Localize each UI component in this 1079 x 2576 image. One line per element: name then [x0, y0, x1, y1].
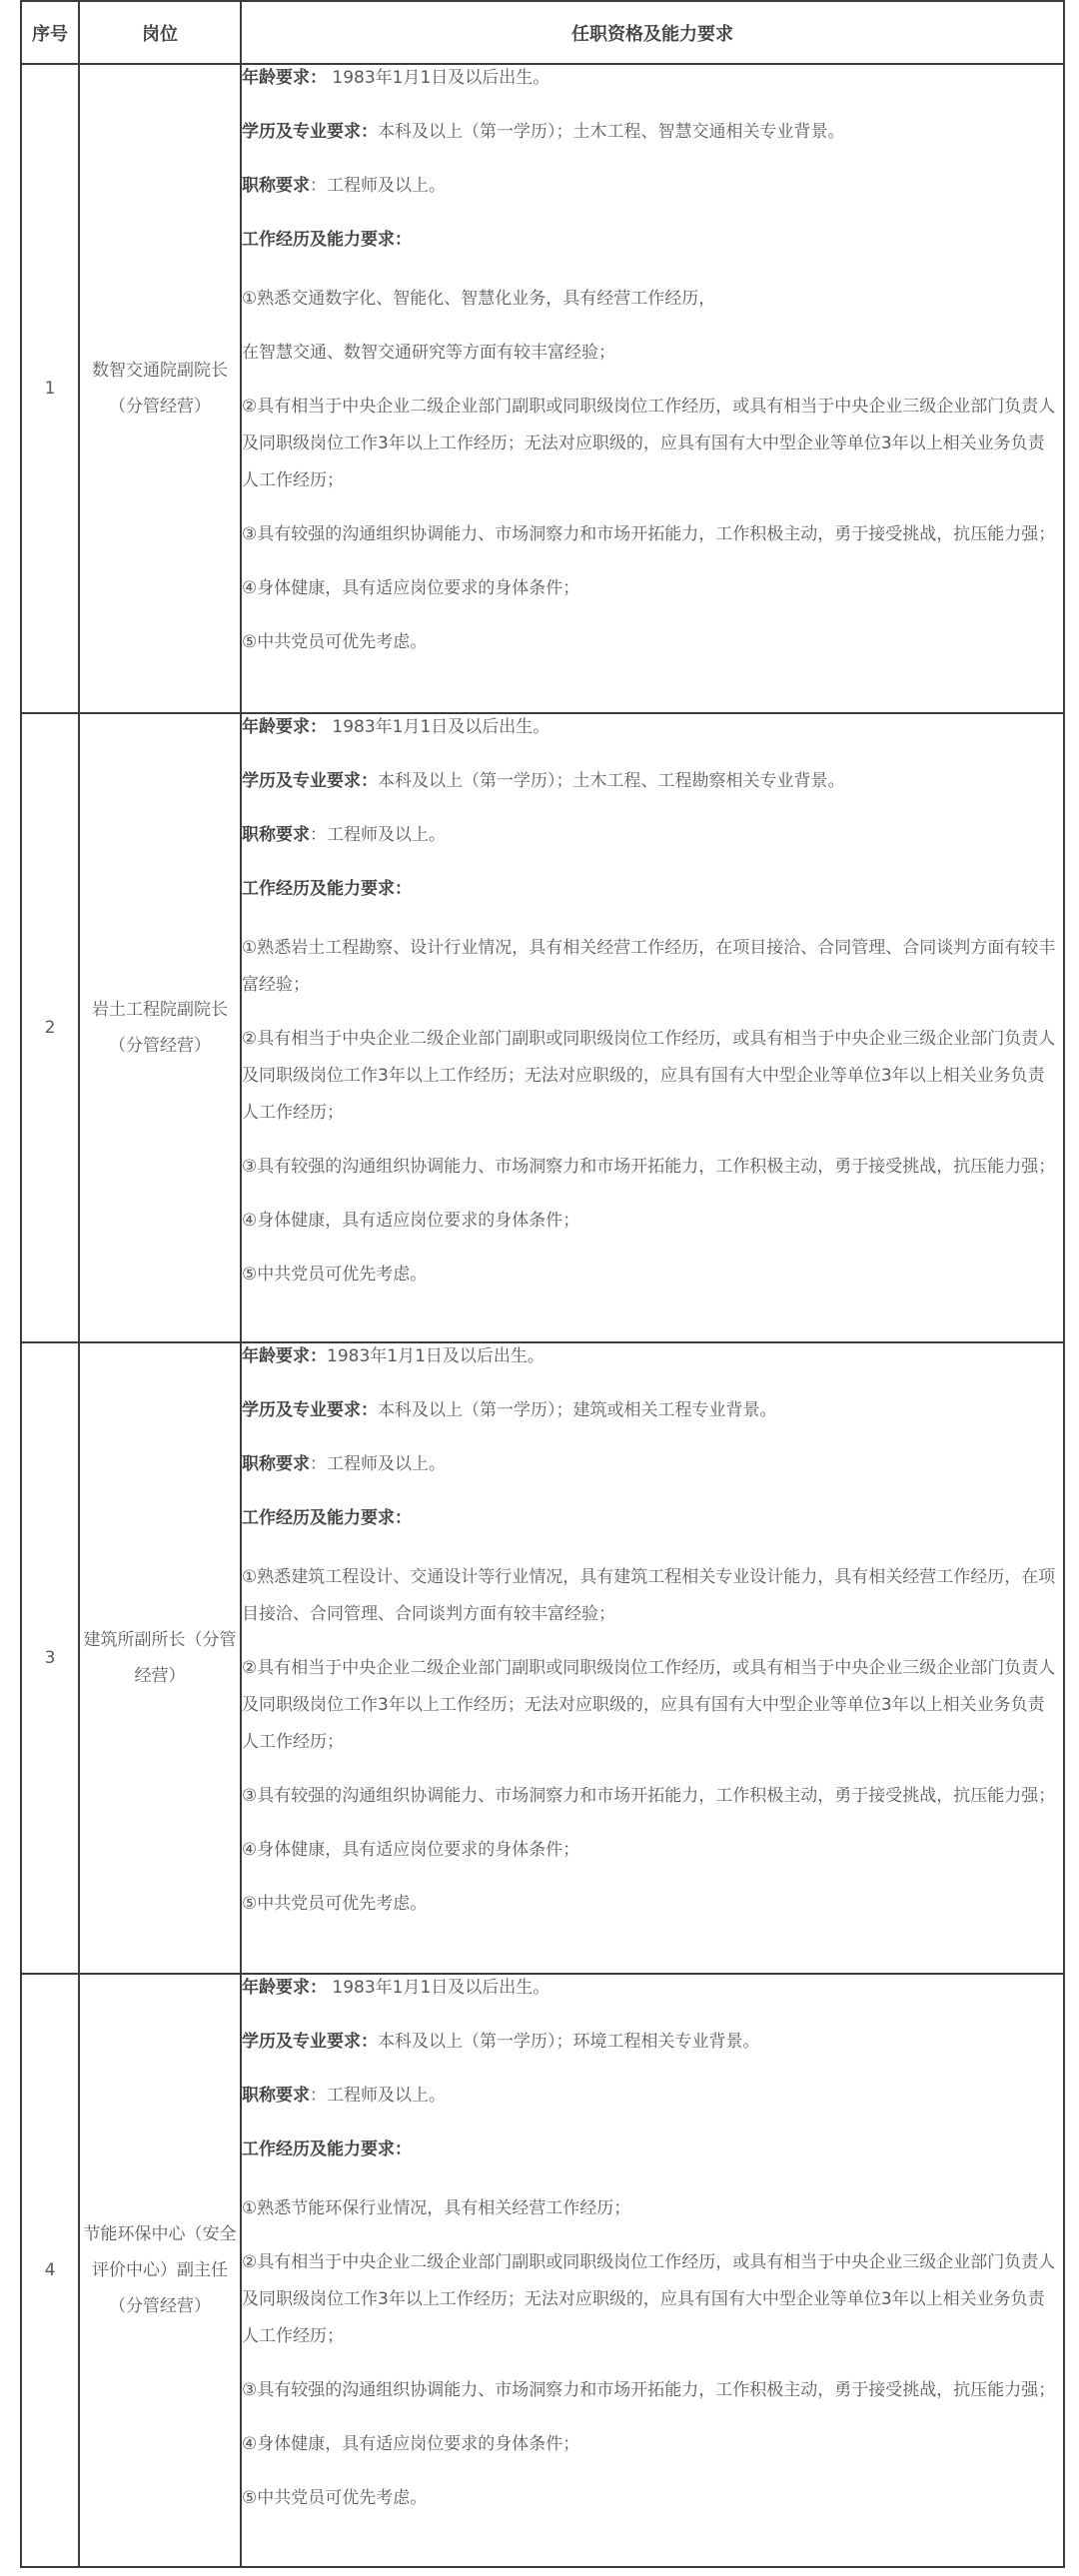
row-position: 节能环保中心（安全评价中心）副主任（分管经营）	[79, 1974, 241, 2567]
requirement-item: ⑤中共党员可优先考虑。	[242, 632, 428, 652]
title-value: ：工程师及以上。	[310, 825, 446, 845]
requirement-item: ②具有相当于中央企业二级企业部门副职或同职级岗位工作经历，或具有相当于中央企业三级企业部门负责人及同职级岗位工作3年以上工作经历；无法对应职级的，应具有国有大中型企业等单位3年以上相关业务负责人工作经历；	[242, 1029, 1056, 1123]
requirement-item: ④身体健康，具有适应岗位要求的身体条件；	[242, 1840, 580, 1860]
job-requirements-table	[20, 0, 1065, 2568]
age-requirement	[242, 1975, 1059, 2002]
requirement-item: ②具有相当于中央企业二级企业部门副职或同职级岗位工作经历，或具有相当于中央企业三级企业部门负责人及同职级岗位工作3年以上工作经历；无法对应职级的，应具有国有大中型企业等单位3年以上相关业务负责人工作经历；	[242, 2252, 1056, 2346]
row-requirements	[241, 1342, 1064, 1974]
experience-label: 工作经历及能力要求：	[242, 230, 412, 250]
row-position: 岩土工程院副院长（分管经营）	[79, 713, 241, 1342]
education-label: 学历及专业要求：	[242, 1400, 378, 1420]
education-label: 学历及专业要求：	[242, 771, 378, 791]
requirement-item: ②具有相当于中央企业二级企业部门副职或同职级岗位工作经历，或具有相当于中央企业三级企业部门负责人及同职级岗位工作3年以上工作经历；无法对应职级的，应具有国有大中型企业等单位3年以上相关业务负责人工作经历；	[242, 397, 1056, 490]
row-index: 4	[21, 1974, 79, 2567]
education-requirement	[242, 768, 1059, 795]
requirement-item: ①熟悉岩土工程勘察、设计行业情况，具有相关经营工作经历，在项目接洽、合同管理、合同谈判方面有较丰富经验；	[242, 938, 1056, 995]
row-index: 1	[21, 64, 79, 713]
experience-label: 工作经历及能力要求：	[242, 2140, 412, 2159]
header-requirements: 任职资格及能力要求	[241, 1, 1064, 64]
age-value: 1983年1月1日及以后出生。	[327, 717, 550, 737]
requirement-item: ①熟悉建筑工程设计、交通设计等行业情况，具有建筑工程相关专业设计能力，具有相关经营工作经历，在项目接洽、合同管理、合同谈判方面有较丰富经验；	[242, 1567, 1056, 1624]
age-value: 1983年1月1日及以后出生。	[327, 1978, 550, 1998]
education-value: 本科及以上（第一学历）；环境工程相关专业背景。	[378, 2032, 760, 2052]
requirement-item: 在智慧交通、数智交通研究等方面有较丰富经验；	[242, 343, 615, 363]
requirement-item: ②具有相当于中央企业二级企业部门副职或同职级岗位工作经历，或具有相当于中央企业三级企业部门负责人及同职级岗位工作3年以上工作经历；无法对应职级的，应具有国有大中型企业等单位3年以上相关业务负责人工作经历；	[242, 1658, 1056, 1752]
title-label: 职称要求	[242, 176, 310, 196]
title-value: ：工程师及以上。	[310, 2086, 446, 2106]
job-requirements-document	[20, 0, 1063, 2568]
education-label: 学历及专业要求：	[242, 2032, 378, 2052]
requirement-item: ④身体健康，具有适应岗位要求的身体条件；	[242, 578, 580, 598]
row-requirements	[241, 64, 1064, 713]
table-row	[21, 1342, 1064, 1974]
education-value: 本科及以上（第一学历）；土木工程、工程勘察相关专业背景。	[378, 771, 845, 791]
requirement-item: ⑤中共党员可优先考虑。	[242, 1894, 428, 1914]
requirement-item: ①熟悉节能环保行业情况，具有相关经营工作经历；	[242, 2198, 631, 2218]
table-row	[21, 64, 1064, 713]
row-index: 2	[21, 713, 79, 1342]
title-requirement	[242, 1451, 1059, 1478]
education-requirement	[242, 1397, 1059, 1424]
requirement-item: ④身体健康，具有适应岗位要求的身体条件；	[242, 1211, 580, 1231]
education-label: 学历及专业要求：	[242, 122, 378, 142]
age-label: 年龄要求：	[242, 68, 327, 88]
experience-heading	[242, 876, 1059, 903]
title-value: ：工程师及以上。	[310, 176, 446, 196]
row-index: 3	[21, 1342, 79, 1974]
age-requirement	[242, 1343, 1059, 1370]
requirement-item: ①熟悉交通数字化、智能化、智慧化业务，具有经营工作经历，	[242, 289, 716, 309]
experience-heading	[242, 1505, 1059, 1532]
row-requirements	[241, 1974, 1064, 2567]
title-label: 职称要求	[242, 825, 310, 845]
education-value: 本科及以上（第一学历）；建筑或相关工程专业背景。	[378, 1400, 777, 1420]
age-requirement	[242, 714, 1059, 741]
title-label: 职称要求	[242, 1454, 310, 1474]
age-label: 年龄要求：	[242, 717, 327, 737]
header-position: 岗位	[79, 1, 241, 64]
title-requirement	[242, 822, 1059, 849]
experience-heading	[242, 2137, 1059, 2163]
age-value: 1983年1月1日及以后出生。	[327, 1346, 544, 1366]
experience-label: 工作经历及能力要求：	[242, 1508, 412, 1528]
education-value: 本科及以上（第一学历）；土木工程、智慧交通相关专业背景。	[378, 122, 845, 142]
education-requirement	[242, 2029, 1059, 2056]
title-requirement	[242, 2083, 1059, 2110]
title-value: ：工程师及以上。	[310, 1454, 446, 1474]
age-requirement	[242, 65, 1059, 92]
table-row	[21, 1974, 1064, 2567]
requirement-item: ③具有较强的沟通组织协调能力、市场洞察力和市场开拓能力，工作积极主动，勇于接受挑战，抗压能力强；	[242, 1786, 1056, 1806]
row-requirements	[241, 713, 1064, 1342]
requirement-item: ③具有较强的沟通组织协调能力、市场洞察力和市场开拓能力，工作积极主动，勇于接受挑战，抗压能力强；	[242, 2380, 1056, 2400]
row-position: 数智交通院副院长（分管经营）	[79, 64, 241, 713]
experience-label: 工作经历及能力要求：	[242, 879, 412, 899]
table-row	[21, 713, 1064, 1342]
requirement-item: ⑤中共党员可优先考虑。	[242, 1265, 428, 1285]
row-position: 建筑所副所长（分管经营）	[79, 1342, 241, 1974]
requirement-item: ③具有较强的沟通组织协调能力、市场洞察力和市场开拓能力，工作积极主动，勇于接受挑战，抗压能力强；	[242, 524, 1056, 544]
education-requirement	[242, 119, 1059, 146]
experience-heading	[242, 227, 1059, 254]
age-value: 1983年1月1日及以后出生。	[327, 68, 550, 88]
title-label: 职称要求	[242, 2086, 310, 2106]
table-header-row	[21, 1, 1064, 64]
age-label: 年龄要求：	[242, 1978, 327, 1998]
requirement-item: ③具有较强的沟通组织协调能力、市场洞察力和市场开拓能力，工作积极主动，勇于接受挑战，抗压能力强；	[242, 1157, 1056, 1177]
age-label: 年龄要求：	[242, 1346, 327, 1366]
header-index: 序号	[21, 1, 79, 64]
requirement-item: ④身体健康，具有适应岗位要求的身体条件；	[242, 2434, 580, 2454]
requirement-item: ⑤中共党员可优先考虑。	[242, 2488, 428, 2508]
title-requirement	[242, 173, 1059, 200]
